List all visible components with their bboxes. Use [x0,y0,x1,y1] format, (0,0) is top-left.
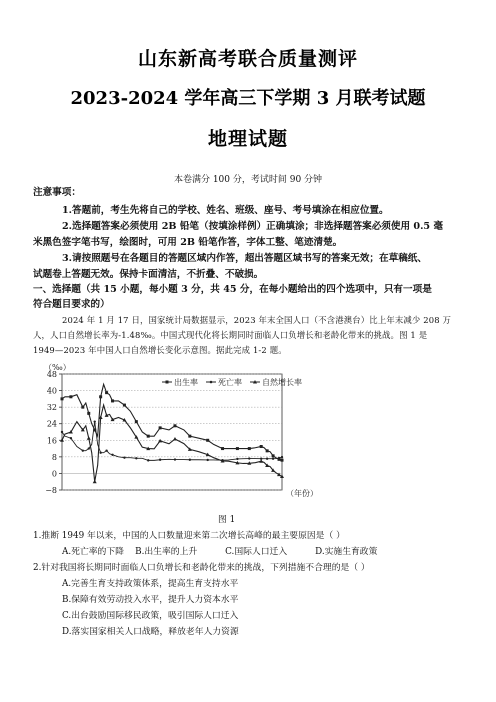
data-point [236,447,239,450]
intro-line-3: 1949—2023 年中国人口自然增长变化示意图。据此完成 1-2 题。 [33,345,287,355]
data-point [123,456,125,458]
data-point [88,447,90,449]
data-point [173,424,176,427]
data-point [174,458,176,460]
data-point [266,449,269,452]
data-point [81,406,84,409]
data-point [248,447,251,450]
legend-marker [210,381,213,384]
data-point [147,435,150,438]
data-point [87,436,91,440]
data-point [93,480,97,484]
section-heading-cont: 符合题目要求的） [33,299,110,310]
data-point [99,395,102,398]
y-tick-label: 48 [46,370,57,379]
data-point [281,456,283,458]
data-point [278,457,280,459]
subject-title: 地理试题 [207,128,288,150]
data-point [159,426,162,429]
series-line-2 [62,405,282,482]
data-point [99,452,101,454]
data-point [70,437,72,439]
notice-item-3-cont: 试题卷上答题无效。保持卡面清洁，不折叠、不破损。 [33,269,264,280]
notice-item-2-cont: 米黑色签字笔书写，绘图时，可用 2B 铅笔作答，字体工整、笔迹清楚。 [33,237,343,248]
notice-heading: 注意事项： [33,187,81,198]
data-point [173,437,177,441]
data-point [105,391,108,394]
question-2-option-d: D.落实国家相关人口战略，释放老年人力资源 [62,627,239,637]
data-point [111,399,114,402]
intro-line-2: 人，人口自然增长率为-1.48‰。中国式现代化将长期同时面临人口负增长和老龄化带来的挑战。图 1 是 [33,330,428,340]
data-point [147,459,149,461]
data-point [281,459,284,462]
question-2-stem: 2.针对我国将长期同时面临人口负增长和老龄化带来的挑战，下列措施不合理的是（ ） [33,563,370,573]
data-point [61,431,63,433]
legend-marker [166,381,169,384]
notice-item-1: 1.答题前，考生先将自己的学校、姓名、班级、座号、考号填涂在相应位置。 [62,205,389,216]
intro-line-1: 2024 年 1 月 17 日，国家统计局数据显示，2023 年末全国人口（不含港澳台）比上年末减少 208 万 [62,315,452,325]
data-point [111,454,113,456]
question-1-stem: 1.推断 1949 年以来，中国的人口数量迎来第二次增长高峰的最主要原因是（ ） [33,531,345,541]
y-tick-label: −8 [45,486,57,495]
data-point [259,459,263,463]
data-point [248,457,250,459]
y-tick-label: 24 [46,419,57,429]
data-point [221,447,224,450]
data-point [105,449,107,451]
question-2-option-c: C.出台鼓励国际移民政策，吸引国际人口迁入 [62,611,239,621]
data-point [206,439,209,442]
data-point [188,435,191,438]
section-heading: 一、选择题（共 15 小题，每小题 3 分，共 45 分，在每小题给出的四个选项中，只有一项是 [33,284,432,295]
data-point [260,445,263,448]
y-tick-label: 8 [51,452,57,462]
question-2-option-a: A.完善生育支持政策体系，提高生育支持水平 [62,579,239,589]
exam-info: 本卷满分 100 分，考试时间 90 分钟 [173,175,323,185]
y-tick-label: 0 [51,469,57,479]
question-2-option-b: B.保障有效劳动投入水平，提升人力资本水平 [62,595,239,605]
data-point [135,457,137,459]
plot-frame [62,374,282,490]
data-point [266,458,268,460]
data-point [82,449,84,451]
data-point [135,420,138,423]
exam-term-title: 2023-2024 学年高三下学期 3 月联考试题 [70,88,426,109]
notice-item-2: 2.选择题答案必须使用 2B 铅笔（按填涂样例）正确填涂；非选择题答案必须使用 0.5 毫 [62,221,444,232]
data-point [206,459,208,461]
data-point [189,459,191,461]
y-tick-label: 16 [46,436,57,446]
data-point [61,397,64,400]
data-point [69,395,72,398]
data-point [87,412,90,415]
population-chart [30,358,350,518]
data-point [272,454,275,457]
data-point [94,420,96,422]
legend-label: 自然增长率 [262,378,302,387]
legend-label: 出生率 [174,378,198,387]
figure-caption: 图 1 [218,515,236,525]
data-point [158,439,162,443]
question-1-options: A.死亡率的下降 B.出生率的上升 C.国际人口迁入 D.实施生育政策 [62,547,378,557]
notice-item-3: 3.请按照题号在各题目的答题区域内作答，超出答题区域书写的答案无效；在草稿纸、 [62,253,427,264]
exam-organizer-title: 山东新高考联合质量测评 [137,48,358,70]
y-unit-label: （‰） [44,363,71,372]
data-point [123,404,126,407]
legend-label: 死亡率 [218,378,242,387]
y-tick-label: 32 [46,403,57,413]
data-point [236,458,238,460]
x-unit-label: （年份） [286,489,318,498]
data-point [159,459,161,461]
data-point [272,458,274,460]
y-tick-label: 40 [46,386,57,396]
